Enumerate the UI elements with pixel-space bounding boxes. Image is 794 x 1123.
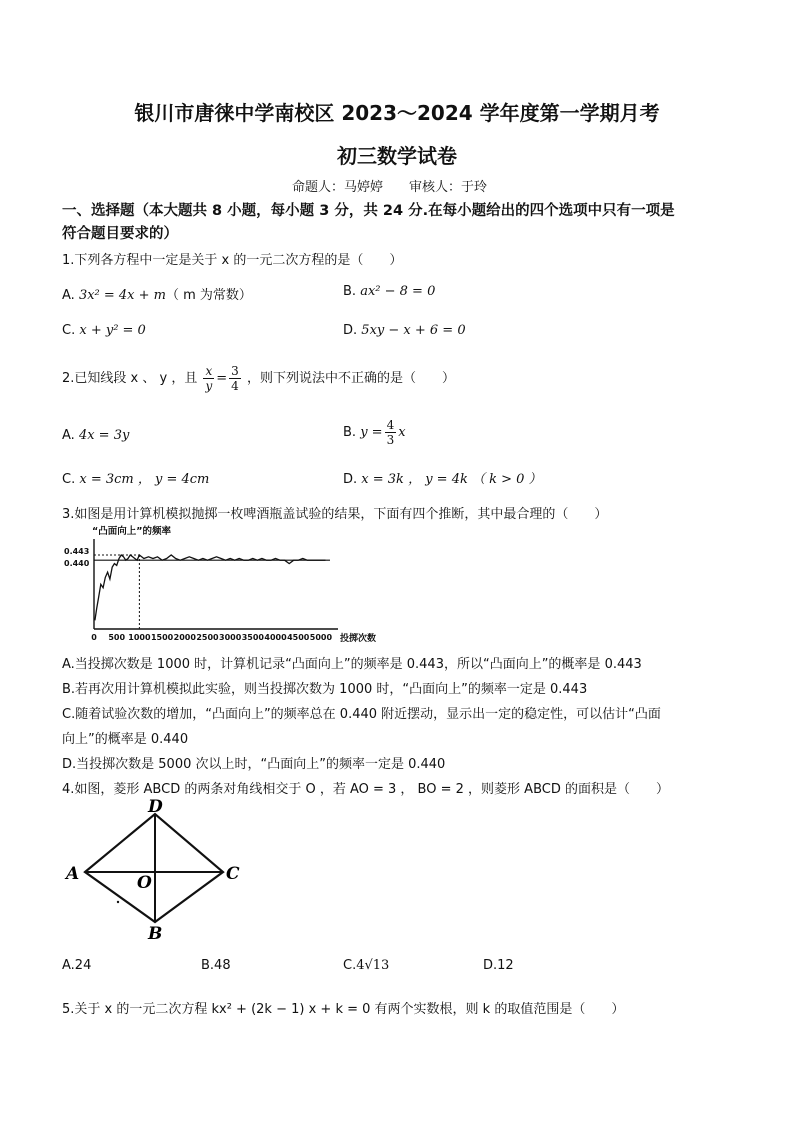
math-expression: 3x² = 4x + m: [78, 288, 166, 303]
q4-option-a: A.24: [62, 958, 92, 973]
x-tick-label: 0: [91, 633, 97, 642]
x-tick-label: 500: [108, 633, 126, 642]
section-heading-cont: 符合题目要求的）: [62, 226, 178, 242]
x-tick-label: 3000: [219, 633, 242, 642]
q3-option-c-cont: 向上”的概率是 0.440: [62, 732, 189, 747]
x-tick-label: 4500: [287, 633, 310, 642]
option-label: B.: [343, 425, 357, 440]
x-tick-label: 2500: [196, 633, 219, 642]
question-3-stem: 3.如图是用计算机模拟抛掷一枚啤酒瓶盖试验的结果，下面有四个推断，其中最合理的（ ）: [62, 507, 608, 522]
fraction-x-over-y: [203, 364, 214, 393]
option-label: B.: [343, 284, 357, 299]
math-expression: 5xy − x + 6 = 0: [361, 323, 466, 338]
q2-option-c: [62, 468, 209, 487]
authors-line: 命题人：马婷婷 审核人：于玲: [292, 180, 488, 195]
numerator: 3: [231, 364, 239, 378]
vertex-label-a: A: [66, 864, 80, 884]
q4-option-d: D.12: [483, 958, 514, 973]
option-label: D.: [343, 323, 358, 338]
q2-option-a: [62, 428, 129, 443]
math-expression: x = 3cm ， y = 4cm: [79, 472, 210, 487]
stray-dot: [117, 901, 119, 903]
math-expression: ax² − 8 = 0: [360, 284, 436, 299]
stem-text: ，则下列说法中不正确的是（ ）: [246, 371, 455, 386]
denominator: y: [205, 379, 213, 393]
section-heading: 一、选择题（本大题共 8 小题，每小题 3 分，共 24 分.在每小题给出的四个选项中只有一项是: [62, 203, 675, 219]
frequency-chart: [62, 523, 377, 648]
x-tick-label: 1000: [128, 633, 151, 642]
x-tick-label: 3500: [241, 633, 264, 642]
rhombus-diagram: [60, 797, 250, 944]
equals-sign: =: [216, 371, 228, 386]
option-label: C.: [62, 472, 76, 487]
frequency-series-line: [95, 555, 326, 620]
vertex-label-d: D: [148, 797, 163, 817]
q3-option-d: D.当投掷次数是 5000 次以上时，“凸面向上”的频率一定是 0.440: [62, 757, 446, 772]
q1-option-b: [343, 284, 435, 299]
math-expression: y =: [360, 425, 383, 440]
y-tick-label: 0.440: [64, 559, 90, 569]
q1-option-a: [62, 284, 252, 303]
q3-option-c: C.随着试验次数的增加，“凸面向上”的频率总在 0.440 附近摆动，显示出一定的稳定性，可以估计“凸面: [62, 707, 661, 722]
denominator: 3: [386, 433, 395, 447]
option-label: C.: [62, 323, 76, 338]
center-label-o: O: [137, 873, 152, 893]
y-tick-label: 0.443: [64, 547, 90, 557]
question-2-stem: [62, 364, 455, 393]
vertex-label-b: B: [148, 924, 163, 944]
y-axis-label: “凸面向上”的频率: [92, 526, 171, 537]
stem-text: 2.已知线段 x 、 y ，且: [62, 371, 198, 386]
q1-option-d: [343, 323, 466, 338]
q3-option-a: A.当投掷次数是 1000 时，计算机记录“凸面向上”的频率是 0.443，所以“凸面向上”的概率是 0.443: [62, 657, 642, 672]
numerator: 4: [386, 418, 395, 432]
q4-option-c: [343, 958, 389, 973]
q2-option-b: [343, 418, 406, 447]
question-5-stem: 5.关于 x 的一元二次方程 kx² + (2k − 1) x + k = 0 有两个实数根，则 k 的取值范围是（ ）: [62, 1002, 625, 1017]
exam-title: 银川市唐徕中学南校区 2023～2024 学年度第一学期月考: [134, 101, 660, 125]
q3-option-b: B.若再次用计算机模拟此实验，则当投掷次数为 1000 时，“凸面向上”的频率一定是 0.443: [62, 682, 588, 697]
exam-subtitle: 初三数学试卷: [337, 144, 457, 168]
option-label: D.: [343, 472, 358, 487]
x-tick-label: 5000: [309, 633, 333, 642]
question-4-stem: 4.如图，菱形 ABCD 的两条对角线相交于 O ，若 AO = 3 ， BO = 2 ，则菱形 ABCD 的面积是（ ）: [62, 782, 669, 797]
x-axis-label: 投掷次数: [340, 634, 377, 644]
q4-option-b: B.48: [201, 958, 231, 973]
rhombus-diagram-svg: [60, 797, 250, 944]
math-expression: x = 3k ， y = 4k （ k > 0 ）: [361, 472, 542, 487]
fraction-4-over-3: [385, 418, 397, 447]
math-expression: x: [398, 425, 406, 440]
frequency-chart-svg: [62, 523, 377, 648]
vertex-label-c: C: [226, 864, 240, 884]
numerator: x: [205, 364, 213, 378]
math-expression: x + y² = 0: [79, 323, 146, 338]
denominator: 4: [231, 379, 239, 393]
q2-option-d: [343, 468, 542, 487]
option-label: C.: [343, 958, 357, 973]
q1-option-c: [62, 323, 146, 338]
x-tick-label: 4000: [264, 633, 287, 642]
x-tick-label: 2000: [173, 633, 196, 642]
option-note: （ m 为常数）: [166, 288, 252, 303]
x-tick-label: 1500: [150, 633, 174, 642]
math-expression: 4√13: [356, 958, 390, 973]
question-1-stem: 1.下列各方程中一定是关于 x 的一元二次方程的是（ ）: [62, 253, 403, 268]
option-label: A.: [62, 288, 75, 303]
fraction-3-over-4: [229, 364, 241, 393]
option-label: A.: [62, 428, 75, 443]
math-expression: 4x = 3y: [78, 428, 130, 443]
